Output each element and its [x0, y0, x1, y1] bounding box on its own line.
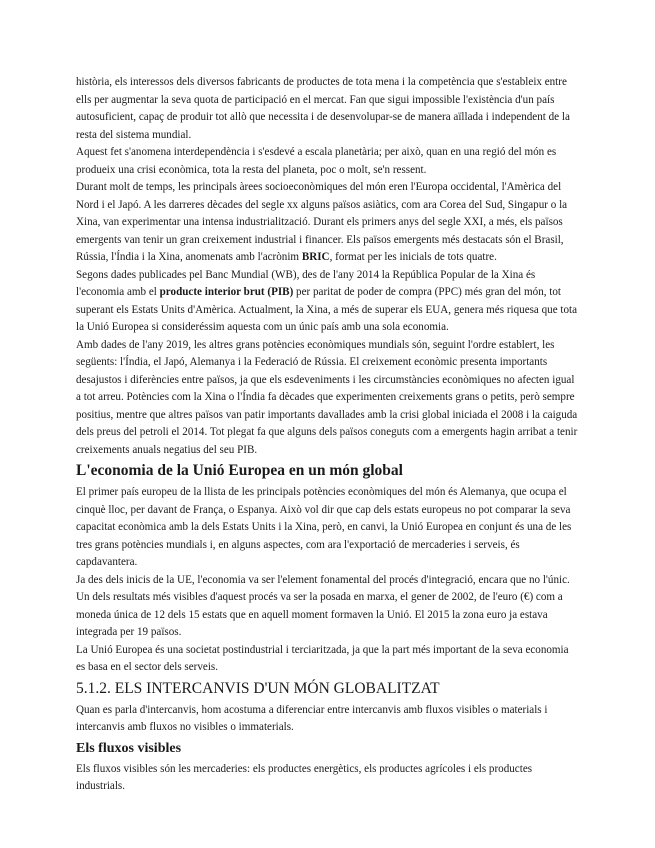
- paragraph-germany: El primer país europeu de la llista de les principals potències econòmiques del món és Alemanya, que ocupa el cinquè lloc, per davant de França, o Espanya. Això vol dir que cap dels estats europeus no pot comparar la seva capacitat econòmica amb la dels Estats Units i la Xina, però, en canvi, la Unió Europea en conjunt és una de les tres grans potències mundials i, en alguns aspectes, com ara l'exportació de mercaderies i serveis, és capdavantera.: [76, 486, 572, 568]
- paragraph-postindustrial: La Unió Europea és una societat postindustrial i terciaritzada, ja que la part més important de la seva economia es basa en el sector dels serveis.: [76, 643, 569, 673]
- heading-visible-flows: Els fluxos visibles: [76, 740, 182, 756]
- paragraph-pib: [76, 267, 579, 337]
- document-page: [76, 74, 579, 796]
- paragraph-pib-text-2: per paritat de poder de compra (PPC) més gran del món, tot superant els Estats Units d'Amèrica. Actualment, la Xina, a més de superar els EUA, genera més riquesa que tota la Unió Europea si consideréssim aquesta com un únic país amb una sola economia.: [76, 286, 578, 333]
- heading-exchanges: 5.1.2. ELS INTERCANVIS D'UN MÓN GLOBALITZAT: [76, 679, 440, 697]
- paragraph-exchanges: Quan es parla d'intercanvis, hom acostuma a diferenciar entre intercanvis amb fluxos visibles o materials i intercanvis amb fluxos no visibles o immaterials.: [76, 703, 548, 733]
- paragraph-visible-flows: Els fluxos visibles són les mercaderies: els productes energètics, els productes agrícoles i els productes industrials.: [76, 762, 533, 792]
- paragraph-bric-text-1: Durant molt de temps, les principals àrees socioeconòmiques del món eren l'Europa occidental, l'Amèrica del Nord i el Japó. A les darreres dècades del segle xx alguns països asiàtics, com ara Corea del Sud, Singapur o la Xina, van experimentar una intensa industrialització. Durant els primers anys del segle XXI, a més, els països emergents van tenir un gran creixement industrial i financer. Els països emergents més destacats són el Brasil, Rússia, l'Índia i la Xina, anomenats amb l'acrònim: [76, 181, 568, 263]
- heading-eu-economy: L'economia de la Unió Europea en un món global: [76, 462, 403, 479]
- paragraph-interdependence: Aquest fet s'anomena interdependència i s'esdevé a escala planetària; per això, quan en una regió del món es produeix una crisi econòmica, tota la resta del planeta, poc o molt, se'n ressent.: [76, 146, 557, 176]
- paragraph-bric: [76, 179, 579, 267]
- term-pib: producte interior brut (PIB): [159, 286, 294, 298]
- paragraph-bric-text-2: , format per les inicials de tots quatre.: [329, 251, 497, 263]
- paragraph-powers-2019: Amb dades de l'any 2019, les altres grans potències econòmiques mundials són, seguint l'ordre establert, les següents: l'Índia, el Japó, Alemanya i la Federació de Rússia. El creixement econòmic presenta importants desajustos i diferències entre països, ja que els esdeveniments i les circumstàncies econòmiques no afecten igual a tot arreu. Potències com la Xina o l'Índia fa dècades que experimenten creixements grans o petits, però sempre positius, mentre que altres països van patir importants davallades amb la crisi global iniciada el 2008 i la caiguda dels preus del petroli el 2014. Tot plegat fa que alguns dels països coneguts com a emergents hagin arribat a tenir creixements anuals negatius del seu PIB.: [76, 338, 578, 456]
- paragraph-euro: Ja des dels inicis de la UE, l'economia va ser l'element fonamental del procés d'integració, encara que no l'únic. Un dels resultats més visibles d'aquest procés va ser la posada en marxa, el gener de 2002, de l'euro (€) com a moneda única de 12 dels 15 estats que en aquell moment formaven la Unió. El 2015 la zona euro ja estava integrada per 19 països.: [76, 573, 570, 638]
- paragraph-pib-text-1: Segons dades publicades pel Banc Mundial (WB), des de l'any 2014 la República Popular de la Xina és l'economia amb el: [76, 268, 536, 298]
- paragraph-history: història, els interessos dels diversos fabricants de productes de tota mena i la competència que s'estableix entre ells per augmentar la seva quota de participació en el mercat. Fan que sigui impossible l'existència d'un país autosuficient, capaç de produir tot allò que necessita i de desenvolupar-se de manera aïllada i independent de la resta del sistema mundial.: [76, 76, 570, 141]
- term-bric: BRIC: [301, 251, 330, 263]
